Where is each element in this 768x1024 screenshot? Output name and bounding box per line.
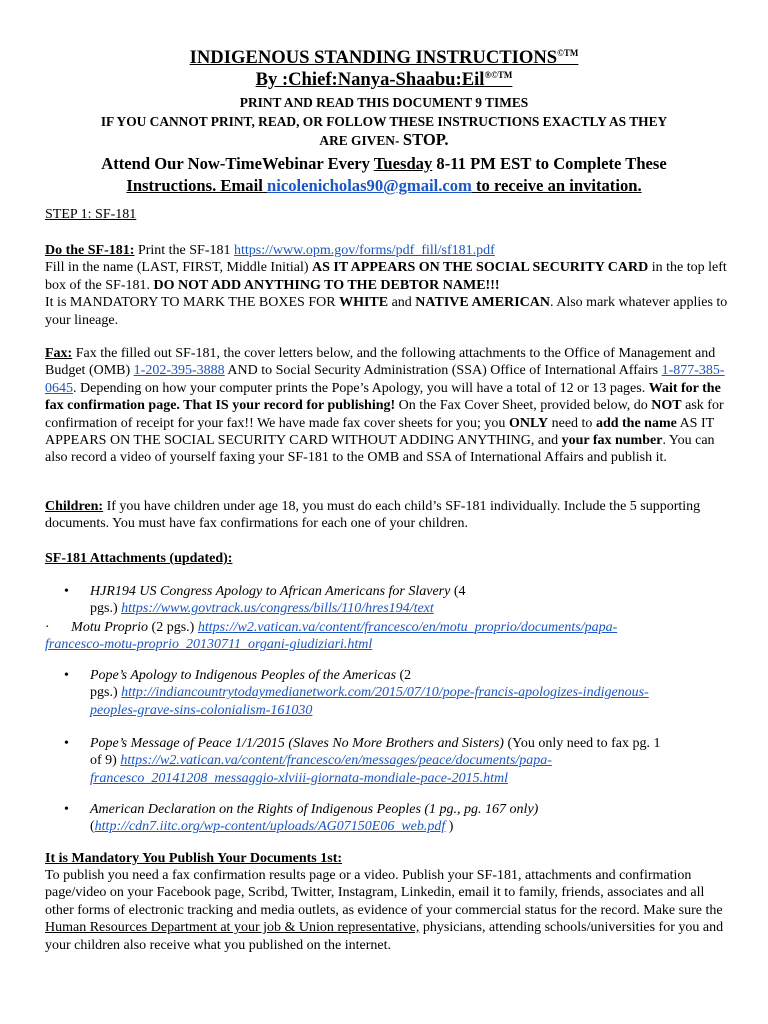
attachment-3-pages: (2	[396, 668, 412, 683]
bullet-icon: •	[64, 802, 69, 817]
fax-text-6: NOT	[651, 398, 682, 414]
omb-phone-link[interactable]: 1-202-395-3888	[133, 363, 225, 379]
sf181-label: Do the SF-181:	[45, 243, 135, 258]
sf181-text-2: Fill in the name (LAST, FIRST, Middle Initial)	[45, 260, 313, 276]
attachment-4-link-cont[interactable]: francesco_20141208_messaggio-xlviii-giornata-mondiale-pace-2015.html	[90, 770, 508, 786]
stop-word: STOP.	[402, 130, 449, 149]
attachment-5-title: American Declaration on the Rights of Indigenous Peoples (1 pg., pg. 167 only)	[90, 802, 539, 817]
fax-text-3: . Depending on how your computer prints the Pope’s Apology, you will have a total of 12 or 13 pages.	[73, 380, 649, 396]
attachment-3-link-cont[interactable]: peoples-grave-sins-colonialism-161030	[90, 702, 313, 718]
attachment-2-link[interactable]: https://w2.vatican.va/content/francesco/en/motu_proprio/documents/papa-	[197, 620, 618, 635]
step1-heading: STEP 1: SF-181	[45, 207, 137, 222]
attachment-item-2	[45, 619, 735, 654]
bullet-icon: •	[64, 736, 69, 751]
webinar-text-d: Instructions. Email	[126, 176, 263, 195]
stop-line	[0, 129, 768, 150]
attachment-2-link-cont[interactable]: francesco-motu-proprio_20130711_organi-giudiziari.html	[45, 637, 373, 653]
attachment-item-3	[64, 667, 724, 719]
stop-prefix: ARE GIVEN-	[319, 133, 400, 148]
fax-text-8: ONLY	[508, 415, 549, 431]
publish-section	[45, 867, 729, 954]
sf181-text-4: in the top left box of the SF-181.	[45, 260, 727, 293]
sf181-text-9: NATIVE AMERICAN	[415, 295, 550, 311]
webinar-text-e: to receive an invitation.	[476, 176, 642, 195]
document-author	[0, 69, 768, 90]
bullet-icon: •	[64, 668, 69, 683]
ssa-phone-link[interactable]: 1-877-385-0645	[45, 363, 725, 396]
title-text: INDIGENOUS STANDING INSTRUCTIONS	[189, 47, 558, 68]
fax-text-7: ask for confirmation of receipt for your fax!! We have made fax cover sheets for you; you	[45, 398, 724, 431]
fax-text-1: Fax the filled out SF-181, the cover letters below, and the following attachments to the Office of Management and Budget (OMB)	[45, 346, 716, 379]
fax-text-10: add the name	[595, 415, 677, 431]
title-mark: ©TM	[557, 47, 579, 58]
sf181-text-10: . Also mark whatever applies to your lineage.	[45, 295, 728, 328]
sf181-text-7: WHITE	[339, 295, 389, 311]
attachment-3-pages-2: pgs.)	[90, 685, 122, 701]
attachment-4-pages-2: of 9)	[90, 753, 121, 769]
webinar-line-2	[0, 175, 768, 196]
sf181-text-6: It is MANDATORY TO MARK THE BOXES FOR	[45, 295, 340, 311]
fax-text-13: . You can also record a video of yourself faxing your SF-181 to the OMB and SSA of International Affairs and publish it.	[45, 433, 715, 466]
fax-text-12: your fax number	[561, 433, 663, 449]
children-text: If you have children under age 18, you must do each child’s SF-181 individually. Include the 5 supporting documents. You must have fax confirmations for each one of your children.	[45, 499, 701, 532]
children-section	[45, 498, 729, 533]
attachment-item-5	[64, 801, 724, 836]
attachment-item-1	[64, 583, 724, 618]
fax-text-2: AND to Social Security Administration (SSA) Office of International Affairs	[224, 363, 662, 379]
publish-text-2: Human Resources Department at your job & Union representative,	[45, 920, 420, 936]
warning-line: IF YOU CANNOT PRINT, READ, OR FOLLOW THESE INSTRUCTIONS EXACTLY AS THEY	[100, 114, 668, 129]
fax-text-11: AS IT APPEARS ON THE SOCIAL SECURITY CARD WITHOUT ADDING ANYTHING, and	[45, 415, 714, 449]
fax-text-4: Wait for the fax confirmation page. That IS your record for publishing!	[45, 380, 721, 414]
attachment-item-4	[64, 735, 724, 787]
webinar-day: Tuesday	[373, 154, 433, 173]
fax-section	[45, 345, 729, 467]
attachment-5-link[interactable]: http://cdn7.iitc.org/wp-content/uploads/AG07150E06_web.pdf	[94, 819, 446, 835]
fax-label: Fax:	[45, 346, 73, 361]
publish-heading: It is Mandatory You Publish Your Documents 1st:	[45, 851, 343, 866]
author-text: By :Chief:Nanya-Shaabu:Eil	[255, 69, 485, 90]
attachment-3-link[interactable]: http://indiancountrytodaymedianetwork.com/2015/07/10/pope-francis-apologizes-indigenous-	[121, 685, 649, 701]
attachment-4-pages: (You only need to fax pg. 1	[503, 736, 661, 751]
fax-text-5: On the Fax Cover Sheet, provided below, do	[395, 398, 652, 414]
attachments-heading: SF-181 Attachments (updated):	[45, 551, 233, 566]
attachment-1-link[interactable]: https://www.govtrack.us/congress/bills/110/hres194/text	[121, 601, 434, 617]
author-mark: ®©TM	[484, 69, 513, 80]
document-title	[0, 47, 768, 68]
attachment-4-title: Pope’s Message of Peace 1/1/2015 (Slaves No More Brothers and Sisters)	[90, 736, 504, 751]
sf181-text-5: DO NOT ADD ANYTHING TO THE DEBTOR NAME!!!	[153, 277, 500, 293]
sf181-text-8: and	[388, 295, 416, 311]
attachment-2-pages: (2 pgs.)	[148, 620, 198, 635]
dot-icon: ·	[45, 620, 50, 635]
email-link[interactable]: nicolenicholas90@gmail.com	[266, 176, 472, 195]
attachment-2-title: Motu Proprio	[71, 620, 149, 635]
attachment-1-title: HJR194 US Congress Apology to African Americans for Slavery	[90, 584, 451, 599]
attachment-5-close: )	[445, 819, 454, 835]
attachment-1-pages-2: pgs.)	[90, 601, 122, 617]
children-label: Children:	[45, 499, 104, 514]
fax-text-9: need to	[548, 415, 596, 431]
sf181-text-1: Print the SF-181	[134, 243, 235, 258]
sf181-text-3: AS IT APPEARS ON THE SOCIAL SECURITY CARD	[312, 260, 649, 276]
attachment-5-open: (	[90, 819, 95, 835]
attachment-4-link[interactable]: https://w2.vatican.va/content/francesco/en/messages/peace/documents/papa-	[120, 753, 552, 769]
publish-text-1: To publish you need a fax confirmation results page or a video. Publish your SF-181, attachments and confirmation page/video on your Facebook page, Scribd, Twitter, Instagram, Linkedin, email it to family, friends, associates and all other forms of electronic tracking and media outlets, as evidence of your commercial status for the record. Make sure the	[45, 868, 723, 918]
webinar-text-a: Attend Our Now-TimeWebinar Every	[101, 154, 370, 173]
attachment-3-title: Pope’s Apology to Indigenous Peoples of the Americas	[90, 668, 397, 683]
bullet-icon: •	[64, 584, 69, 599]
sf181-link[interactable]: https://www.opm.gov/forms/pdf_fill/sf181.pdf	[234, 243, 495, 258]
webinar-text-c: 8-11 PM EST to Complete These	[436, 154, 667, 173]
publish-text-3: physicians, attending schools/universities for you and your children also receive what you published on the internet.	[45, 920, 724, 953]
webinar-line-1	[0, 153, 768, 174]
print-read-line: PRINT AND READ THIS DOCUMENT 9 TIMES	[239, 95, 529, 110]
attachment-1-pages: (4	[450, 584, 466, 599]
sf181-section	[45, 242, 729, 329]
